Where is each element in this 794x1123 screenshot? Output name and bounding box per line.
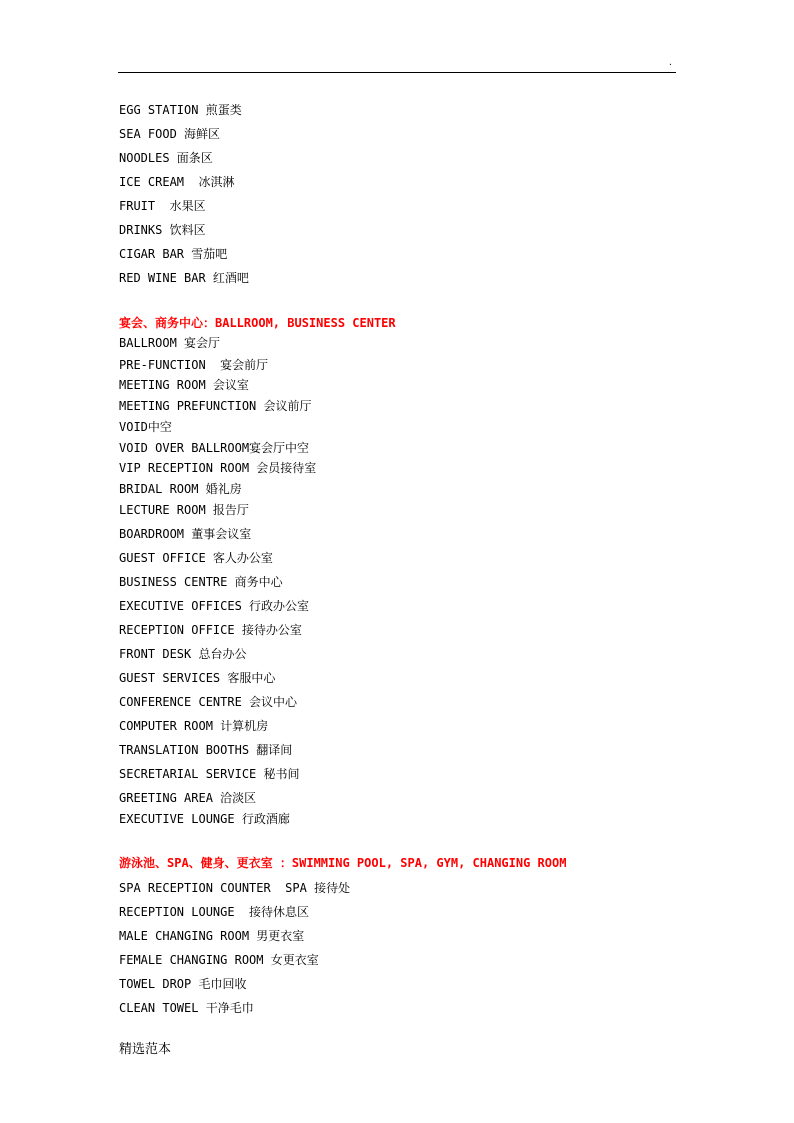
list-item: GUEST OFFICE 客人办公室: [119, 551, 273, 565]
list-item: MALE CHANGING ROOM 男更衣室: [119, 929, 305, 943]
list-item: NOODLES 面条区: [119, 151, 213, 165]
list-item: ICE CREAM 冰淇淋: [119, 175, 235, 189]
list-item: CLEAN TOWEL 干净毛巾: [119, 1001, 254, 1015]
list-item: VOID中空: [119, 420, 172, 434]
list-item: RECEPTION LOUNGE 接待休息区: [119, 905, 310, 919]
list-item: LECTURE ROOM 报告厅: [119, 503, 249, 517]
list-item: BOARDROOM 董事会议室: [119, 527, 252, 541]
list-item: GREETING AREA 洽淡区: [119, 791, 257, 805]
list-item: GUEST SERVICES 客服中心: [119, 671, 276, 685]
list-item: VOID OVER BALLROOM宴会厅中空: [119, 441, 310, 455]
list-item: SEA FOOD 海鲜区: [119, 127, 221, 141]
list-item: CIGAR BAR 雪茄吧: [119, 247, 228, 261]
list-item: PRE-FUNCTION 宴会前厅: [119, 358, 269, 372]
section-heading-ballroom: 宴会、商务中心：BALLROOM, BUSINESS CENTER: [119, 316, 396, 330]
list-item: SECRETARIAL SERVICE 秘书间: [119, 767, 300, 781]
list-item: RED WINE BAR 红酒吧: [119, 271, 249, 285]
list-item: MEETING PREFUNCTION 会议前厅: [119, 399, 312, 413]
list-item: VIP RECEPTION ROOM 会员接待室: [119, 461, 317, 475]
list-item: DRINKS 饮料区: [119, 223, 206, 237]
page-footer: 精选范本: [119, 1042, 172, 1057]
list-item: FRONT DESK 总台办公: [119, 647, 247, 661]
list-item: MEETING ROOM 会议室: [119, 378, 249, 392]
list-item: COMPUTER ROOM 计算机房: [119, 719, 269, 733]
header-mark: .: [668, 58, 673, 67]
list-item: FEMALE CHANGING ROOM 女更衣室: [119, 953, 319, 967]
section-heading-pool: 游泳池、SPA、健身、更衣室 ：SWIMMING POOL, SPA, GYM, CHANGING ROOM: [119, 856, 567, 870]
list-item: EGG STATION 煎蛋类: [119, 103, 242, 117]
header-rule: [118, 72, 676, 73]
list-item: CONFERENCE CENTRE 会议中心: [119, 695, 298, 709]
list-item: RECEPTION OFFICE 接待办公室: [119, 623, 302, 637]
list-item: TOWEL DROP 毛巾回收: [119, 977, 247, 991]
list-item: BUSINESS CENTRE 商务中心: [119, 575, 283, 589]
list-item: EXECUTIVE OFFICES 行政办公室: [119, 599, 310, 613]
list-item: SPA RECEPTION COUNTER SPA 接待处: [119, 881, 351, 895]
list-item: BRIDAL ROOM 婚礼房: [119, 482, 242, 496]
list-item: TRANSLATION BOOTHS 翻译间: [119, 743, 293, 757]
list-item: BALLROOM 宴会厅: [119, 336, 221, 350]
list-item: EXECUTIVE LOUNGE 行政酒廊: [119, 812, 290, 826]
list-item: FRUIT 水果区: [119, 199, 206, 213]
